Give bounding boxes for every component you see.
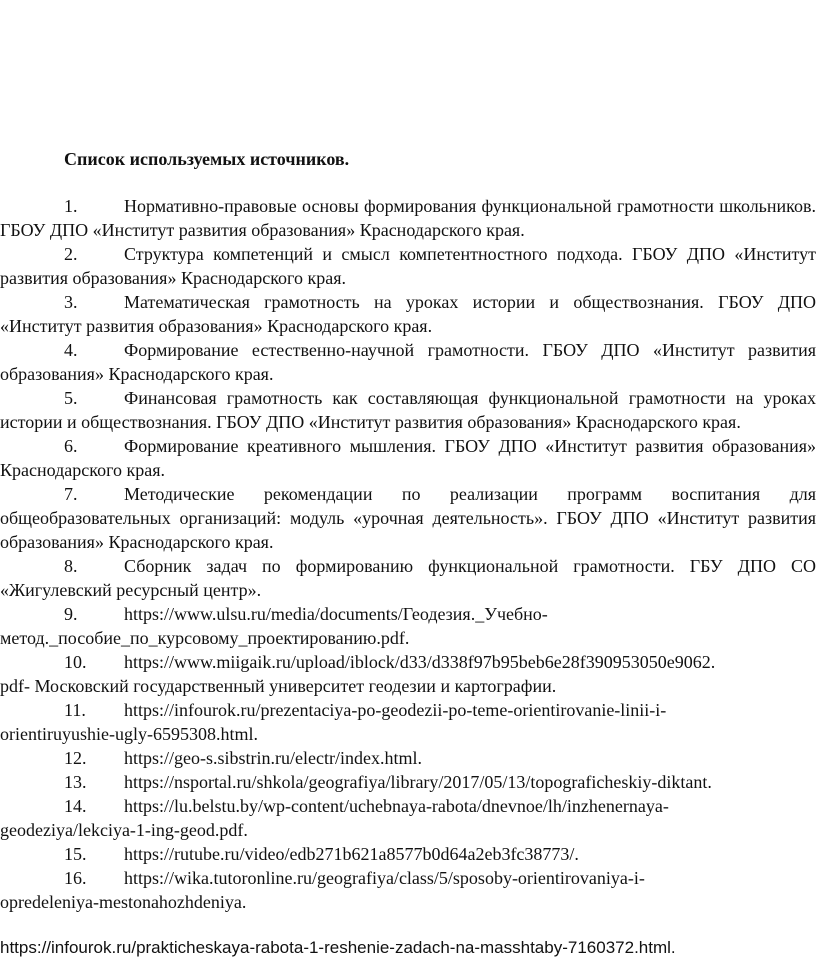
list-item (0, 770, 816, 794)
item-number: 4. (64, 340, 78, 360)
item-number: 1. (64, 196, 78, 216)
item-number: 5. (64, 388, 78, 408)
item-number: 14. (64, 796, 87, 816)
item-number: 7. (64, 484, 78, 504)
page-title: Список используемых источников. (64, 149, 350, 169)
item-text: Формирование естественно-научной грамотности. ГБОУ ДПО «Институт развития образования» Краснодарского края. (0, 340, 816, 384)
list-item (0, 194, 816, 242)
item-link-continuation[interactable]: orientiruyushie-ugly-6595308.html. (0, 724, 258, 744)
item-number: 16. (64, 868, 87, 888)
item-number: 12. (64, 748, 87, 768)
item-link-continuation[interactable]: метод._пособие_по_курсовому_проектированию.pdf. (0, 628, 410, 648)
item-number: 15. (64, 844, 87, 864)
item-text: Финансовая грамотность как составляющая функциональной грамотности на уроках истории и обществознания. ГБОУ ДПО «Институт развития образования» Краснодарского края. (0, 388, 816, 432)
list-item (0, 338, 816, 386)
list-item (0, 434, 816, 482)
item-link[interactable]: https://nsportal.ru/shkola/geografiya/library/2017/05/13/topograficheskiy-diktant. (124, 772, 712, 792)
list-item (0, 482, 816, 554)
list-item (0, 866, 816, 914)
item-link[interactable]: https://lu.belstu.by/wp-content/uchebnaya-rabota/dnevnoe/lh/inzhenernaya- (124, 796, 669, 816)
list-item (0, 698, 816, 746)
list-item (0, 746, 816, 770)
item-link[interactable]: https://wika.tutoronline.ru/geografiya/class/5/sposoby-orientirovaniya-i- (124, 868, 645, 888)
item-link[interactable]: https://infourok.ru/prezentaciya-po-geodezii-po-teme-orientirovanie-linii-i- (124, 700, 667, 720)
list-item (0, 650, 816, 698)
item-link[interactable]: https://rutube.ru/video/edb271b621a8577b0d64a2eb3fc38773/. (124, 844, 579, 864)
item-number: 10. (64, 652, 87, 672)
item-number: 8. (64, 556, 78, 576)
item-text: Сборник задач по формированию функциональной грамотности. ГБУ ДПО СО «Жигулевский ресурсный центр». (0, 556, 816, 600)
list-item (0, 554, 816, 602)
list-item (0, 842, 816, 866)
item-number: 9. (64, 604, 78, 624)
item-number: 13. (64, 772, 87, 792)
item-link[interactable]: https://geo-s.sibstrin.ru/electr/index.html. (124, 748, 422, 768)
trailing-url-link[interactable]: https://infourok.ru/prakticheskaya-rabota-1-reshenie-zadach-na-masshtaby-7160372.html. (0, 938, 676, 957)
item-number: 3. (64, 292, 78, 312)
item-text: Нормативно-правовые основы формирования функциональной грамотности школьников. ГБОУ ДПО «Институт развития образования» Краснодарского края. (0, 196, 816, 240)
item-number: 6. (64, 436, 78, 456)
item-text: Методические рекомендации по реализации программ воспитания для общеобразовательных организаций: модуль «урочная деятельность». ГБОУ ДПО «Институт развития образования» Краснодарского края. (0, 484, 816, 552)
list-item (0, 794, 816, 842)
item-number: 2. (64, 244, 78, 264)
item-link-continuation[interactable]: opredeleniya-mestonahozhdeniya. (0, 892, 247, 912)
list-item (0, 242, 816, 290)
item-text-continuation: pdf- Московский государственный университет геодезии и картографии. (0, 676, 557, 696)
list-item (0, 386, 816, 434)
list-item (0, 602, 816, 650)
list-item (0, 290, 816, 338)
item-link[interactable]: https://www.ulsu.ru/media/documents/Геодезия._Учебно- (124, 604, 548, 624)
item-text: Структура компетенций и смысл компетентностного подхода. ГБОУ ДПО «Институт развития образования» Краснодарского края. (0, 244, 816, 288)
item-link-continuation[interactable]: geodeziya/lekciya-1-ing-geod.pdf. (0, 820, 248, 840)
source-list (0, 194, 816, 914)
item-link[interactable]: https://www.miigaik.ru/upload/iblock/d33/d338f97b95beb6e28f390953050e9062. (124, 652, 716, 672)
item-number: 11. (64, 700, 86, 720)
item-text: Математическая грамотность на уроках истории и обществознания. ГБОУ ДПО «Институт развития образования» Краснодарского края. (0, 292, 816, 336)
item-text: Формирование креативного мышления. ГБОУ ДПО «Институт развития образования» Краснодарского края. (0, 436, 816, 480)
